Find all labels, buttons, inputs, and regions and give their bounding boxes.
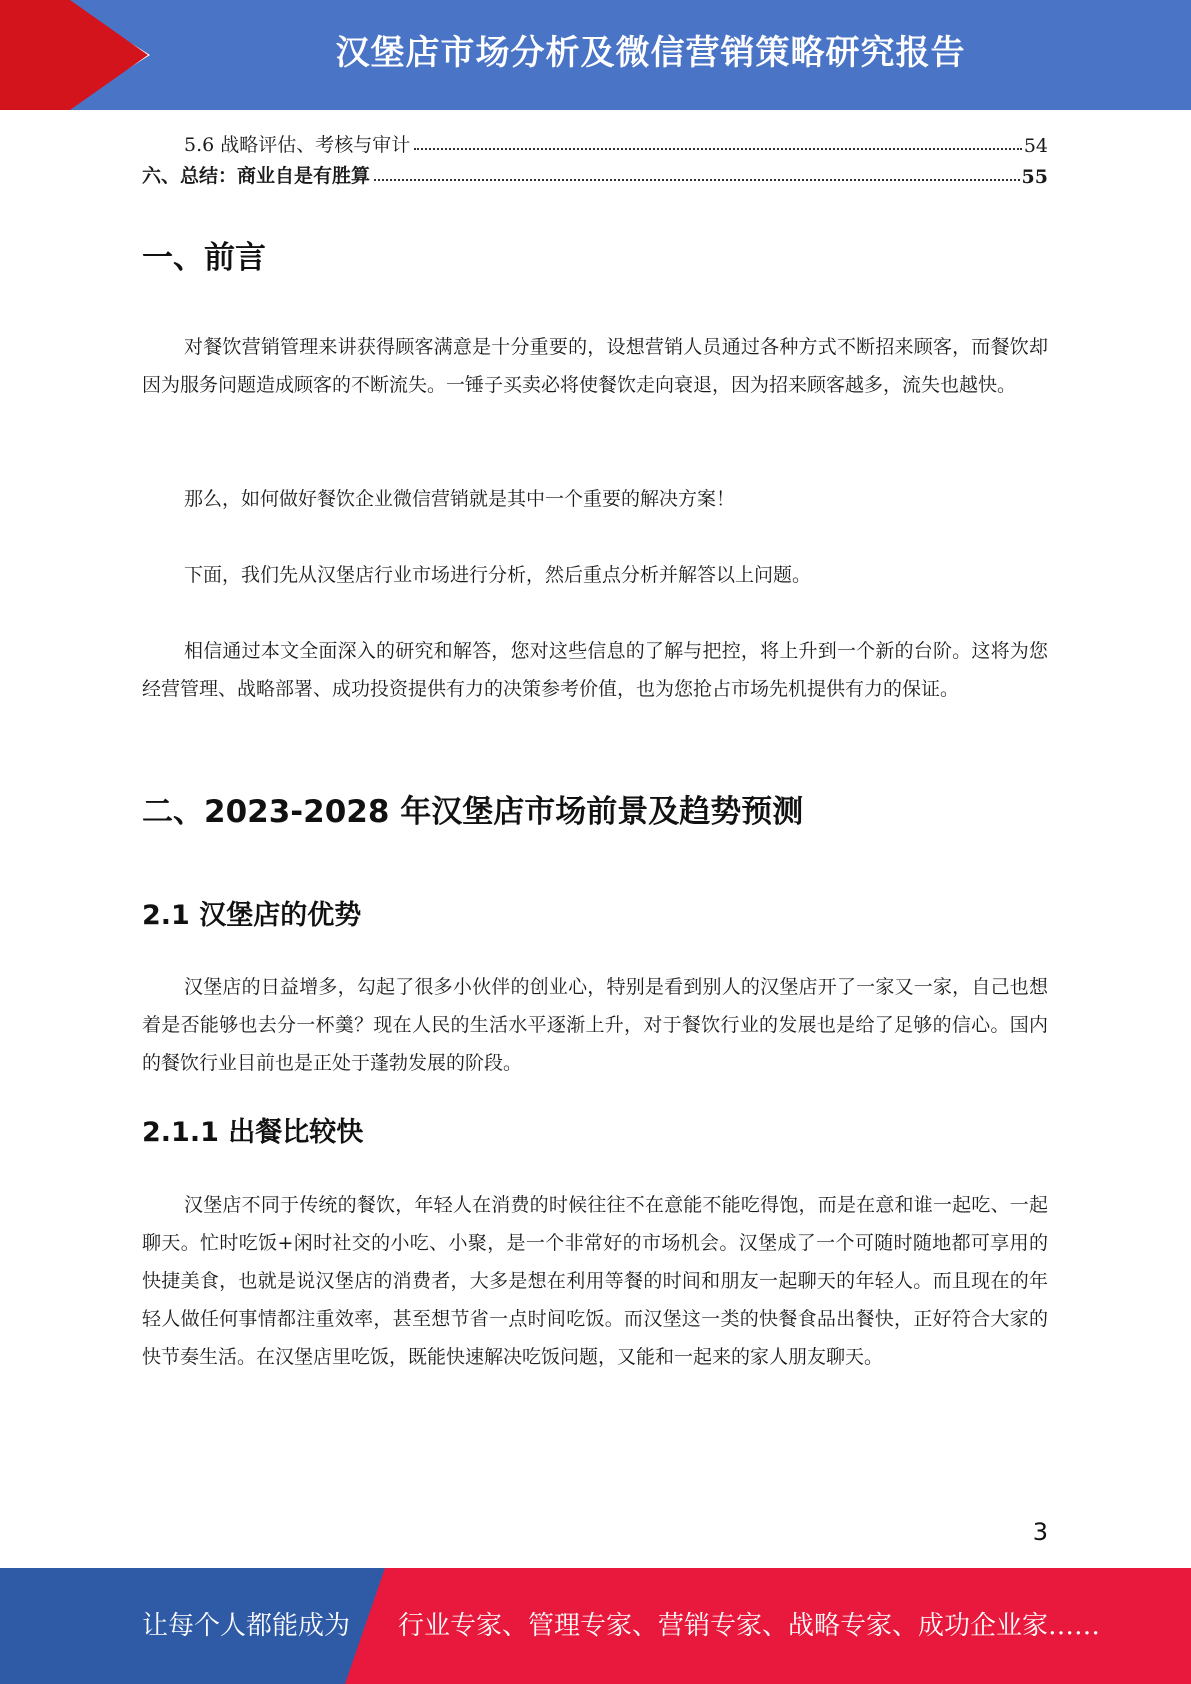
paragraph: 那么，如何做好餐饮企业微信营销就是其中一个重要的解决方案！ [184, 488, 736, 510]
paragraph: 相信通过本文全面深入的研究和解答，您对这些信息的了解与把控，将上升到一个新的台阶。这将为您经营管理、战略部署、成功投资提供有力的决策参考价值，也为您抢占市场先机提供有力的保证。 [142, 640, 1048, 700]
toc-entry-page: 55 [1021, 166, 1048, 188]
toc-leader-dots [374, 178, 1020, 181]
header-red-block [0, 0, 70, 110]
footer-slogan-left: 让每个人都能成为 [142, 1611, 351, 1641]
subsection-heading: 2.1 汉堡店的优势 [142, 900, 362, 931]
page-header [0, 0, 1191, 110]
paragraph: 对餐饮营销管理来讲获得顾客满意是十分重要的，设想营销人员通过各种方式不断招来顾客，而餐饮却因为服务问题造成顾客的不断流失。一锤子买卖必将使餐饮走向衰退，因为招来顾客越多，流失也越快。 [142, 336, 1048, 396]
paragraph: 汉堡店的日益增多，勾起了很多小伙伴的创业心，特别是看到别人的汉堡店开了一家又一家，自己也想着是否能够也去分一杯羹？现在人民的生活水平逐渐上升，对于餐饮行业的发展也是给了足够的信心。国内的餐饮行业目前也是正处于蓬勃发展的阶段。 [142, 976, 1048, 1074]
toc-entry[interactable] [142, 127, 1048, 157]
section-heading-preface: 一、前言 [142, 240, 266, 276]
toc-entry-label: 5.6 战略评估、考核与审计 [184, 134, 411, 156]
paragraph: 汉堡店不同于传统的餐饮，年轻人在消费的时候往往不在意能不能吃得饱，而是在意和谁一起吃、一起聊天。忙时吃饭+闲时社交的小吃、小聚，是一个非常好的市场机会。汉堡成了一个可随时随地都可享用的快捷美食，也就是说汉堡店的消费者，大多是想在利用等餐的时间和朋友一起聊天的年轻人。而且现在的年轻人做任何事情都注重效率，甚至想节省一点时间吃饭。而汉堡这一类的快餐食品出餐快，正好符合大家的快节奏生活。在汉堡店里吃饭，既能快速解决吃饭问题，又能和一起来的家人朋友聊天。 [142, 1194, 1048, 1368]
section-heading-forecast: 二、2023-2028 年汉堡店市场前景及趋势预测 [142, 794, 804, 830]
footer-slogan-right: 行业专家、管理专家、营销专家、战略专家、成功企业家…… [398, 1611, 1101, 1641]
subsection-heading: 2.1.1 出餐比较快 [142, 1117, 364, 1148]
toc-entry-page: 54 [1023, 135, 1048, 157]
page-number: 3 [1032, 1518, 1048, 1546]
page-footer [0, 1568, 1191, 1684]
toc-entry-label: 六、总结：商业自是有胜算 [142, 165, 371, 187]
paragraph: 下面，我们先从汉堡店行业市场进行分析，然后重点分析并解答以上问题。 [184, 564, 812, 586]
toc-leader-dots [414, 147, 1022, 150]
toc-entry[interactable] [142, 158, 1048, 188]
header-red-arrow [70, 0, 148, 110]
report-title: 汉堡店市场分析及微信营销策略研究报告 [335, 33, 966, 73]
